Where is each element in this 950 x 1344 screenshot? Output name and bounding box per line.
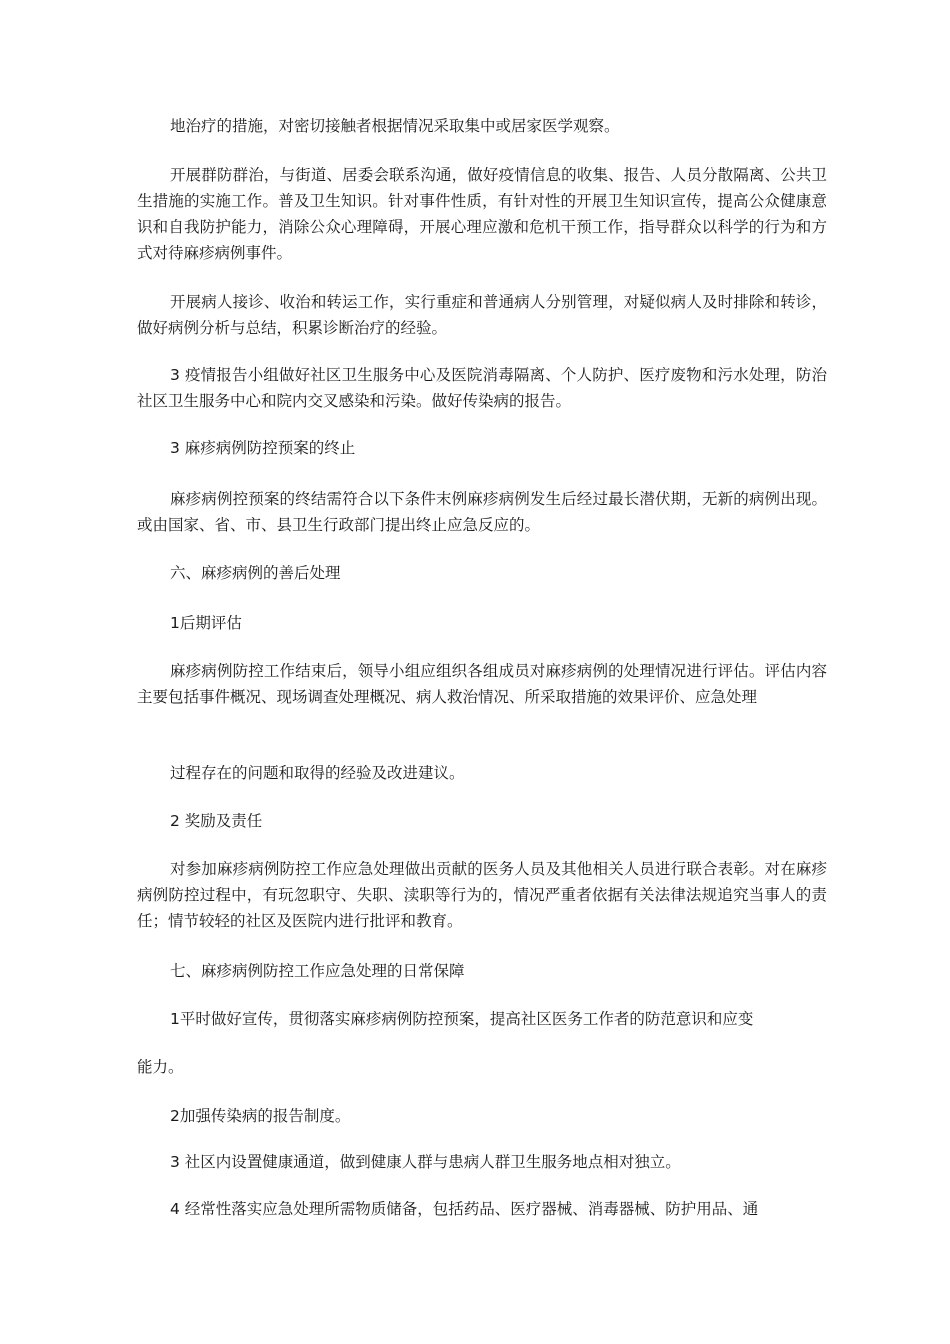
paragraph-treatment-measures: 地治疗的措施，对密切接触者根据情况采取集中或居家医学观察。 <box>170 117 620 135</box>
heading-aftermath-handling: 六、麻疹病例的善后处理 <box>170 564 341 582</box>
paragraph-publicity: 1平时做好宣传，贯彻落实麻疹病例防控预案，提高社区医务工作者的防范意识和应变 <box>170 1010 754 1028</box>
paragraph-epidemic-report-group: 3 疫情报告小组做好社区卫生服务中心及医院消毒隔离、个人防护、医疗废物和污水处理，防治社区卫生服务中心和院内交叉感染和污染。做好传染病的报告。 <box>137 366 827 410</box>
paragraph-health-channel: 3 社区内设置健康通道，做到健康人群与患病人群卫生服务地点相对独立。 <box>170 1153 681 1171</box>
heading-rewards-responsibility: 2 奖励及责任 <box>170 812 263 830</box>
heading-plan-termination: 3 麻疹病例防控预案的终止 <box>170 439 356 457</box>
paragraph-assessment-continuation: 过程存在的问题和取得的经验及改进建议。 <box>170 764 465 782</box>
paragraph-mass-prevention: 开展群防群治，与街道、居委会联系沟通，做好疫情信息的收集、报告、人员分散隔离、公共卫生措施的实施工作。普及卫生知识。针对事件性质，有针对性的开展卫生知识宣传，提高公众健康意识和自我防护能力，消除公众心理障碍，开展心理应激和危机干预工作，指导群众以科学的行为和方式对待麻疹病例事件。 <box>137 166 827 262</box>
paragraph-publicity-continuation: 能力。 <box>137 1058 184 1076</box>
paragraph-rewards-content: 对参加麻疹病例防控工作应急处理做出贡献的医务人员及其他相关人员进行联合表彰。对在麻疹病例防控过程中，有玩忽职守、失职、渎职等行为的，情况严重者依据有关法律法规追究当事人的责任；情节较轻的社区及医院内进行批评和教育。 <box>137 860 827 930</box>
heading-post-assessment: 1后期评估 <box>170 614 242 632</box>
paragraph-termination-conditions: 麻疹病例控预案的终结需符合以下条件末例麻疹病例发生后经过最长潜伏期，无新的病例出现。或由国家、省、市、县卫生行政部门提出终止应急反应的。 <box>137 490 827 534</box>
heading-daily-guarantee: 七、麻疹病例防控工作应急处理的日常保障 <box>170 962 465 980</box>
paragraph-assessment-content: 麻疹病例防控工作结束后，领导小组应组织各组成员对麻疹病例的处理情况进行评估。评估内容主要包括事件概况、现场调查处理概况、病人救治情况、所采取措施的效果评价、应急处理 <box>137 662 827 706</box>
paragraph-material-reserve: 4 经常性落实应急处理所需物质储备，包括药品、医疗器械、消毒器械、防护用品、通 <box>170 1200 759 1218</box>
paragraph-report-system: 2加强传染病的报告制度。 <box>170 1107 351 1125</box>
paragraph-patient-admission: 开展病人接诊、收治和转运工作，实行重症和普通病人分别管理，对疑似病人及时排除和转诊，做好病例分析与总结，积累诊断治疗的经验。 <box>137 293 827 337</box>
